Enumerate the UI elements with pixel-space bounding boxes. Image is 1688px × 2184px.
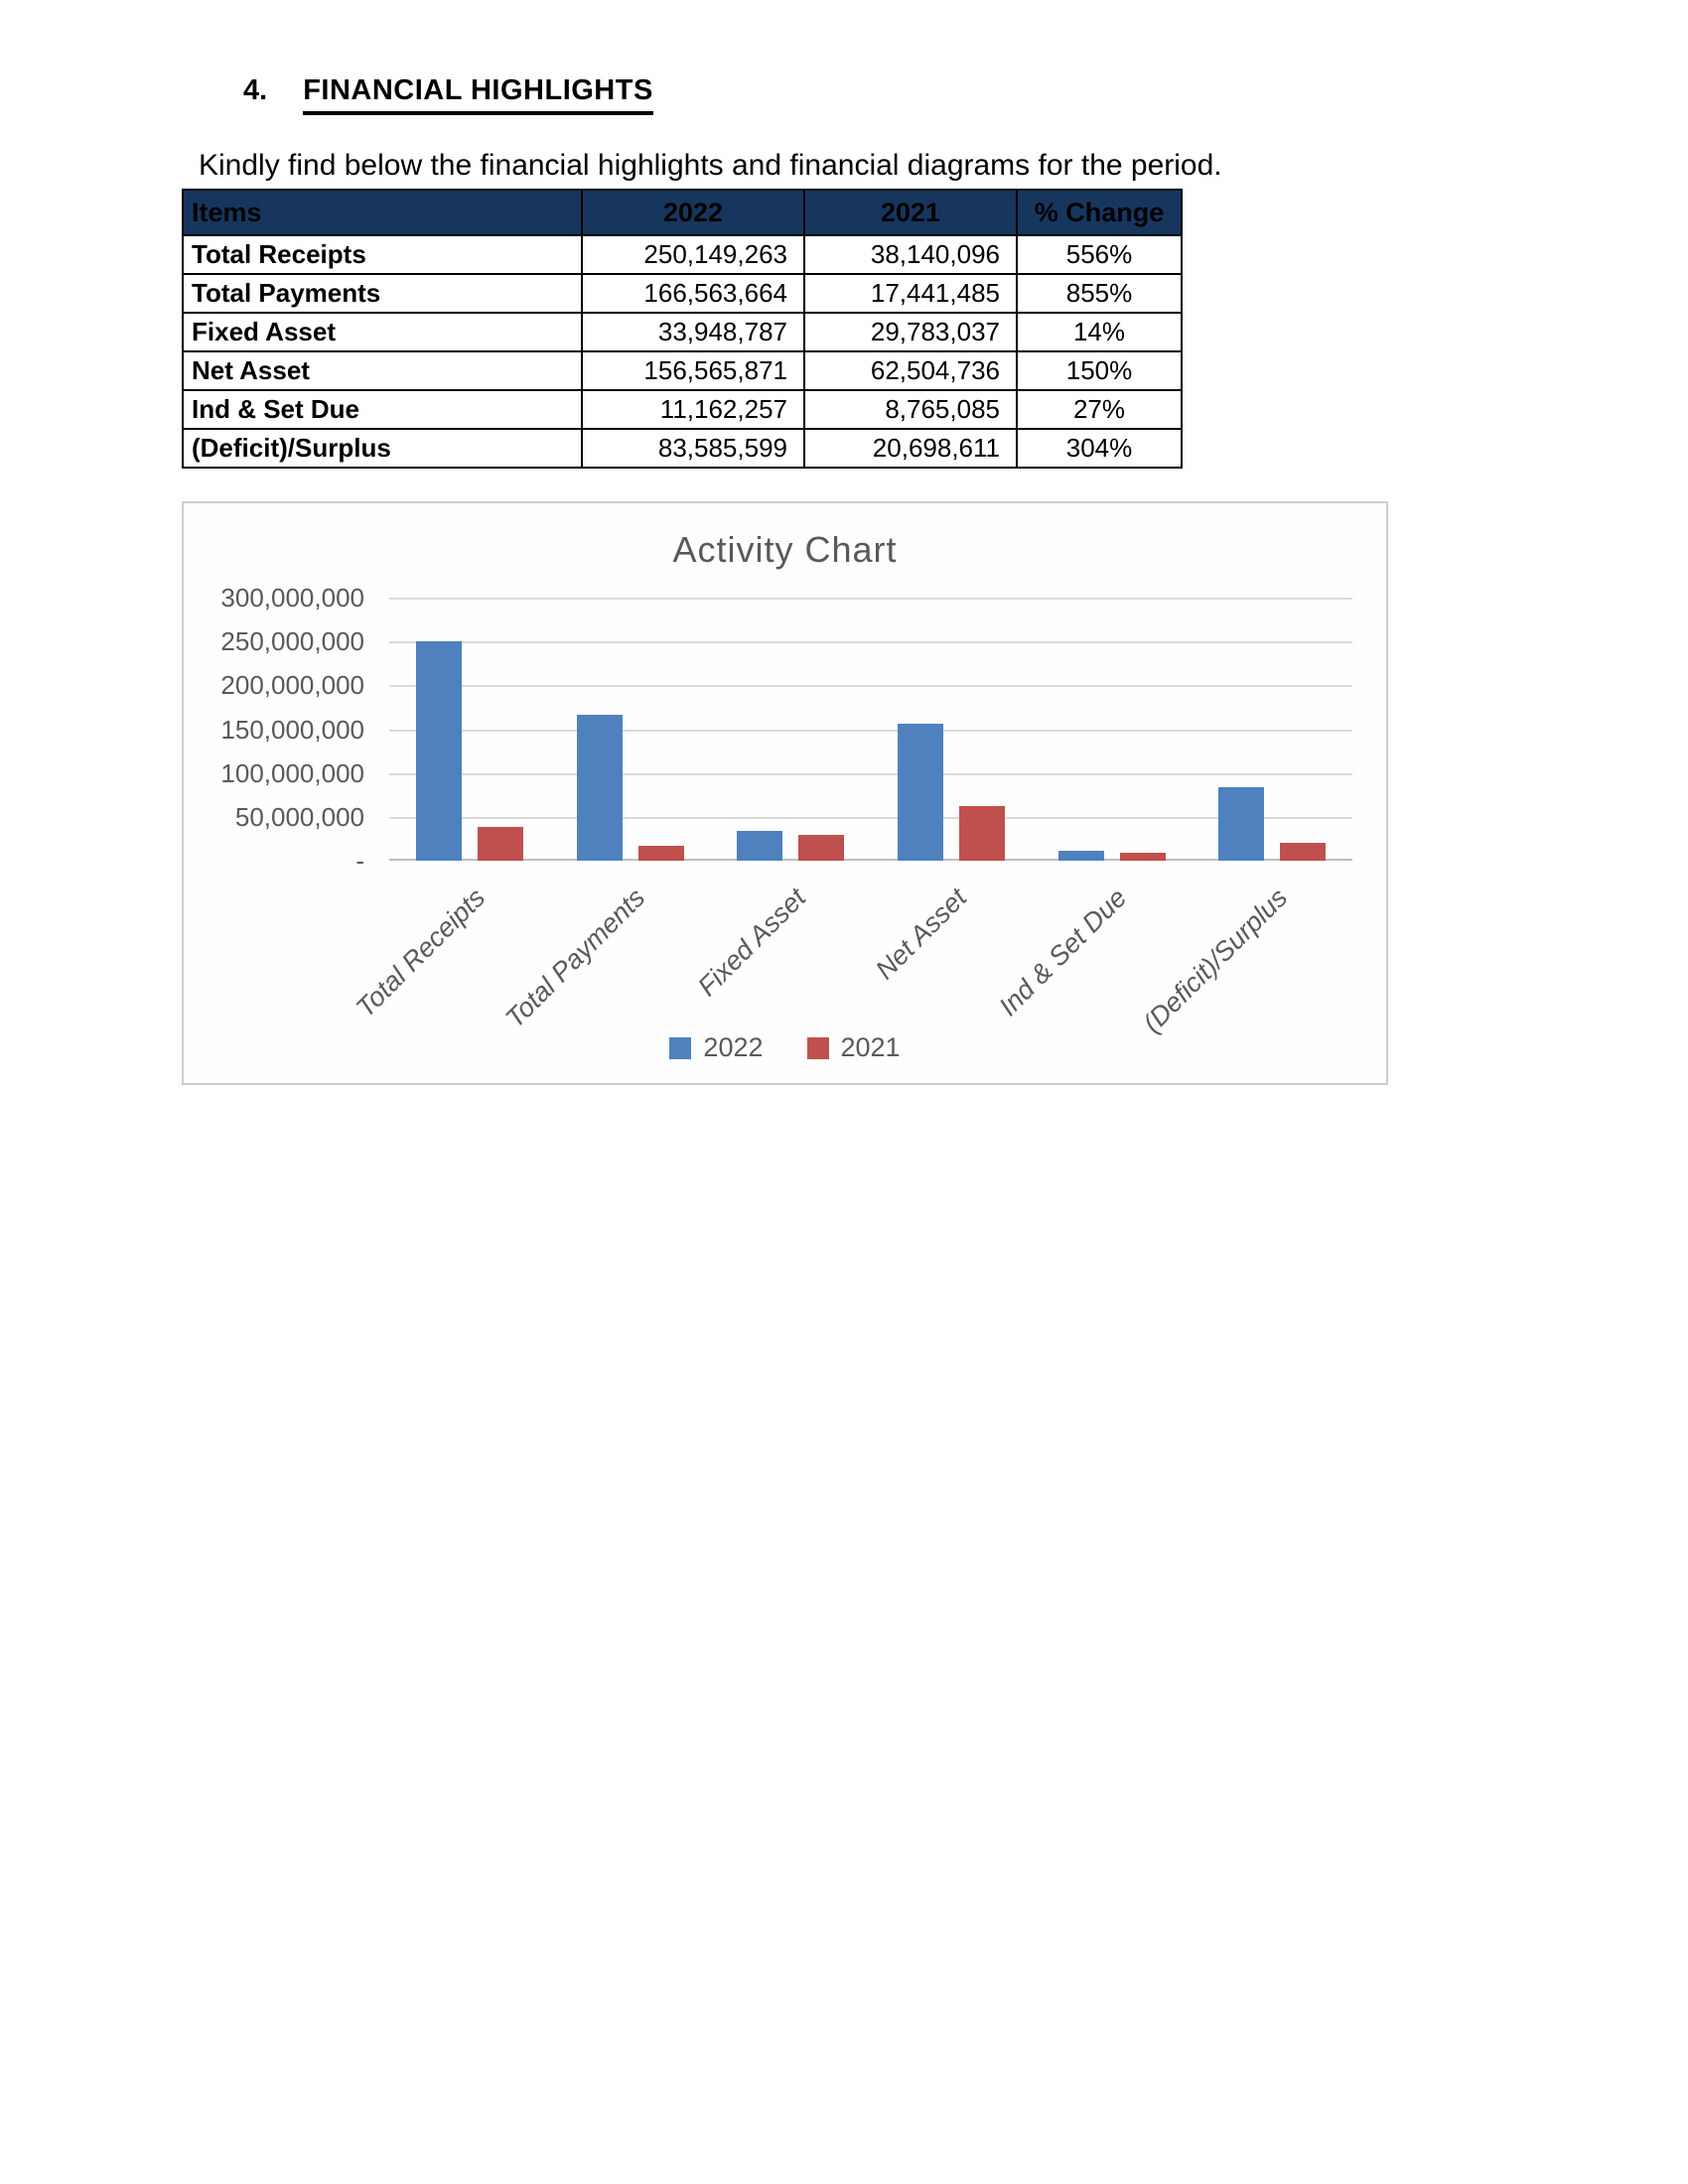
table-header-row	[183, 190, 1182, 235]
bar-groups	[389, 598, 1352, 861]
x-category-label: Total Payments	[499, 883, 651, 1034]
bar-2021-deficit-surplus	[1280, 843, 1326, 861]
x-category-label: (Deficit)/Surplus	[1137, 883, 1294, 1039]
plot-area	[389, 598, 1352, 861]
bar-group-net-asset	[871, 724, 1032, 861]
x-category-cell	[692, 873, 871, 1043]
bar-2022-deficit-surplus	[1218, 787, 1264, 861]
row-2021-value: 17,441,485	[804, 274, 1017, 313]
bar-2022-net-asset	[898, 724, 943, 861]
bar-2021-ind-set-due	[1120, 853, 1166, 861]
table-row	[183, 313, 1182, 351]
row-change-value: 27%	[1017, 390, 1182, 429]
row-2021-value: 38,140,096	[804, 235, 1017, 274]
row-item: Ind & Set Due	[183, 390, 582, 429]
row-2022-value: 33,948,787	[582, 313, 804, 351]
row-2021-value: 62,504,736	[804, 351, 1017, 390]
header-2022: 2022	[582, 190, 804, 235]
row-change-value: 556%	[1017, 235, 1182, 274]
x-category-cell	[1137, 873, 1352, 1043]
table-row	[183, 390, 1182, 429]
row-2021-value: 20,698,611	[804, 429, 1017, 468]
bar-group-total-receipts	[389, 641, 550, 861]
legend-item-2021	[807, 1032, 901, 1063]
legend-label-2022: 2022	[703, 1032, 764, 1062]
bar-2021-fixed-asset	[798, 835, 844, 861]
y-tick-label: 200,000,000	[220, 670, 364, 700]
header-change: % Change	[1017, 190, 1182, 235]
bar-2022-total-receipts	[416, 641, 462, 861]
x-axis-labels	[350, 873, 1352, 1043]
row-change-value: 304%	[1017, 429, 1182, 468]
bar-2022-total-payments	[577, 715, 623, 861]
header-items: Items	[183, 190, 582, 235]
table-row	[183, 429, 1182, 468]
y-tick-label: 300,000,000	[220, 583, 364, 613]
section-heading	[243, 74, 653, 115]
table-row	[183, 351, 1182, 390]
table-row	[183, 274, 1182, 313]
row-2022-value: 250,149,263	[582, 235, 804, 274]
bar-2021-total-payments	[638, 846, 684, 861]
row-2022-value: 156,565,871	[582, 351, 804, 390]
row-2022-value: 166,563,664	[582, 274, 804, 313]
row-item: Net Asset	[183, 351, 582, 390]
row-item: Fixed Asset	[183, 313, 582, 351]
x-category-label: Ind & Set Due	[993, 883, 1133, 1023]
table-row	[183, 235, 1182, 274]
row-2021-value: 8,765,085	[804, 390, 1017, 429]
x-category-label: Fixed Asset	[692, 883, 812, 1003]
chart-title: Activity Chart	[672, 529, 898, 570]
y-tick-label: 100,000,000	[220, 758, 364, 788]
row-change-value: 150%	[1017, 351, 1182, 390]
section-title: FINANCIAL HIGHLIGHTS	[303, 74, 653, 115]
bar-group-fixed-asset	[710, 831, 871, 861]
activity-chart	[182, 501, 1388, 1085]
y-tick-label: 50,000,000	[234, 802, 364, 832]
row-change-value: 14%	[1017, 313, 1182, 351]
row-2022-value: 83,585,599	[582, 429, 804, 468]
legend-swatch-2021	[807, 1037, 829, 1059]
bar-group-ind-set-due	[1032, 851, 1193, 861]
financial-highlights-table	[182, 189, 1183, 469]
section-number: 4.	[243, 74, 268, 106]
row-item: Total Receipts	[183, 235, 582, 274]
intro-text: Kindly find below the financial highlights and financial diagrams for the period.	[199, 149, 1222, 182]
x-category-label: Total Receipts	[350, 883, 492, 1024]
row-item: (Deficit)/Surplus	[183, 429, 582, 468]
y-axis-labels	[184, 583, 364, 876]
x-category-cell	[499, 873, 711, 1043]
y-tick-label: -	[355, 846, 364, 876]
legend-item-2022	[669, 1032, 763, 1063]
legend-label-2021: 2021	[840, 1032, 901, 1062]
row-item: Total Payments	[183, 274, 582, 313]
chart-legend	[184, 1032, 1386, 1063]
x-category-label: Net Asset	[869, 883, 973, 986]
bar-2021-net-asset	[959, 806, 1005, 861]
table-body	[183, 235, 1182, 468]
y-tick-label: 250,000,000	[220, 626, 364, 656]
y-tick-label: 150,000,000	[220, 715, 364, 745]
x-category-cell	[871, 873, 1032, 1043]
legend-swatch-2022	[669, 1037, 691, 1059]
bar-2021-total-receipts	[478, 827, 523, 861]
bar-2022-fixed-asset	[737, 831, 782, 861]
bar-group-total-payments	[550, 715, 711, 861]
row-2022-value: 11,162,257	[582, 390, 804, 429]
row-2021-value: 29,783,037	[804, 313, 1017, 351]
row-change-value: 855%	[1017, 274, 1182, 313]
header-2021: 2021	[804, 190, 1017, 235]
bar-2022-ind-set-due	[1058, 851, 1104, 861]
bar-group-deficit-surplus	[1192, 787, 1352, 861]
